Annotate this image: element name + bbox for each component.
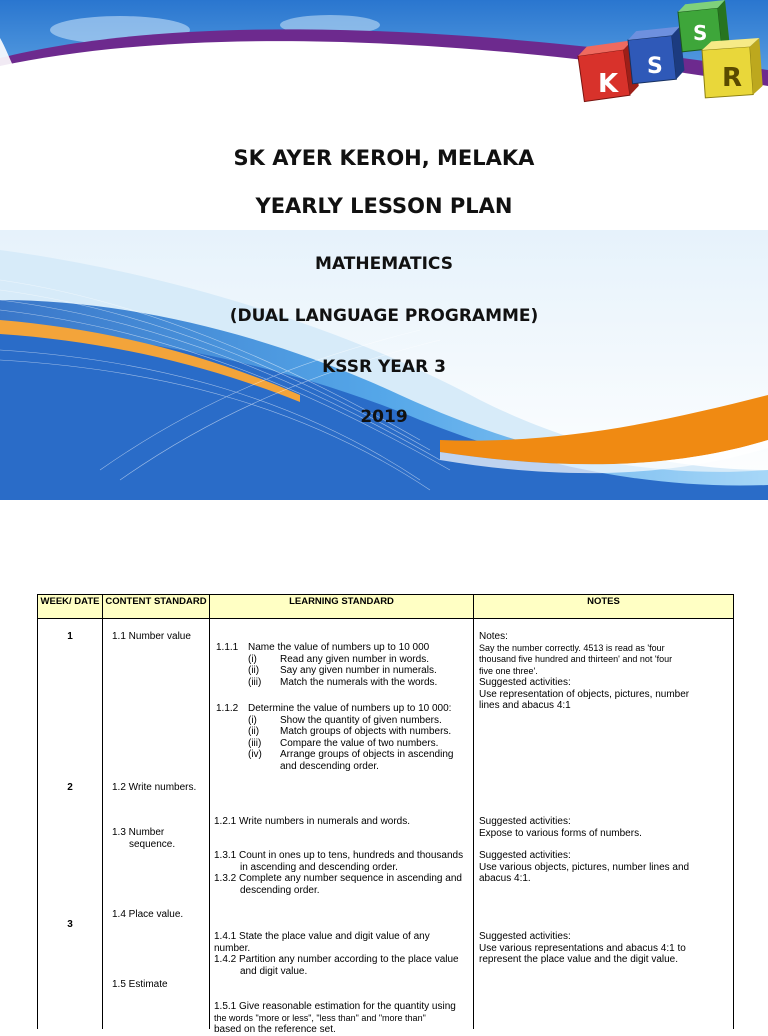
standard-number: 1.1.2 <box>216 703 239 714</box>
standard-text: 1.4.2 Partition any number according to the place value <box>214 954 459 965</box>
week-3: 3 <box>67 919 73 930</box>
learning-1-1-2 <box>214 703 470 772</box>
standard-text: 1.3.1 Count in ones up to tens, hundreds and thousands <box>214 850 464 861</box>
notes-week-3 <box>479 931 731 966</box>
item-marker: (iii) <box>248 737 262 749</box>
item-marker: (ii) <box>248 665 260 676</box>
standard-text-cont: number. <box>214 942 251 954</box>
suggested-activities-label: Suggested activities: <box>479 816 571 827</box>
item-text: Match the numerals with the words. <box>280 676 438 688</box>
suggested-activities-label: Suggested activities: <box>479 931 571 942</box>
standard-text: Name the value of numbers up to 10 000 <box>248 642 430 653</box>
standard-text-cont: in ascending and descending order. <box>240 861 398 873</box>
logo-letter-k: K <box>598 69 619 99</box>
level-title: KSSR YEAR 3 <box>322 357 446 377</box>
item-text: Say any given number in numerals. <box>280 665 437 676</box>
item-marker: (ii) <box>248 726 260 737</box>
learning-1-3 <box>214 850 470 896</box>
notes-line: Use various representations and abacus 4:1 to <box>479 942 686 954</box>
notes-line: Use representation of objects, pictures, number <box>479 688 690 700</box>
learning-1-5-1 <box>214 1001 470 1036</box>
item-text: Match groups of objects with numbers. <box>280 726 452 737</box>
notes-title: Notes: <box>479 631 508 642</box>
logo-letter-s2: S <box>693 21 708 45</box>
logo-letter-r: R <box>722 63 743 93</box>
standard-text-cont: descending order. <box>240 884 320 896</box>
item-text: Read any given number in words. <box>280 653 429 665</box>
programme-title: (DUAL LANGUAGE PROGRAMME) <box>229 306 539 326</box>
lesson-plan-table <box>37 594 734 1035</box>
content-number-sequence: 1.3 Number <box>112 827 165 838</box>
item-text: Show the quantity of given numbers. <box>280 714 442 726</box>
week-column <box>38 619 103 1030</box>
suggested-activities-label: Suggested activities: <box>479 677 571 688</box>
header-content-standard: CONTENT STANDARD <box>103 595 210 619</box>
standard-text: 1.5.1 Give reasonable estimation for the quantity using <box>214 1001 456 1012</box>
notes-line: lines and abacus 4:1 <box>479 700 571 711</box>
item-marker: (i) <box>248 714 257 726</box>
plan-title: YEARLY LESSON PLAN <box>255 194 513 218</box>
content-number-value: 1.1 Number value <box>112 631 191 642</box>
learning-1-1-1 <box>214 642 470 688</box>
notes-line: Use various objects, pictures, number lines and <box>479 861 690 873</box>
suggested-activities-label: Suggested activities: <box>479 850 571 861</box>
notes-week-2 <box>479 816 731 839</box>
standard-text: 1.3.2 Complete any number sequence in ascending and <box>214 873 462 884</box>
week-2: 2 <box>67 782 73 793</box>
item-marker: (i) <box>248 653 257 665</box>
header-learning-standard: LEARNING STANDARD <box>210 595 474 619</box>
learning-1-2-1: 1.2.1 Write numbers in numerals and words. <box>214 816 411 827</box>
standard-text: Determine the value of numbers up to 10 000: <box>248 703 452 714</box>
content-write-numbers: 1.2 Write numbers. <box>112 782 197 793</box>
item-text: Arrange groups of objects in ascending <box>280 749 454 760</box>
table-header-row <box>38 595 734 619</box>
header-notes: NOTES <box>474 595 734 619</box>
item-marker: (iii) <box>248 676 262 688</box>
content-place-value: 1.4 Place value. <box>112 909 184 920</box>
year-title: 2019 <box>360 407 408 427</box>
notes-line: thousand five hundred and thirteen' and not 'four <box>479 654 673 664</box>
standard-text: 1.4.1 State the place value and digit value of any <box>214 931 430 942</box>
notes-column <box>474 619 734 1030</box>
standard-text-cont: the words "more or less", "less than" and "more than" <box>214 1012 426 1023</box>
header-week: WEEK/ DATE <box>38 595 103 619</box>
item-text: Compare the value of two numbers. <box>280 737 439 749</box>
subject-title: MATHEMATICS <box>315 254 453 274</box>
logo-letter-s1: S <box>647 54 663 79</box>
standard-text-cont: based on the reference set. <box>214 1024 336 1035</box>
week-1: 1 <box>67 631 73 642</box>
standard-text-cont: and digit value. <box>240 965 308 977</box>
notes-line: abacus 4:1. <box>479 873 531 884</box>
notes-week-1 <box>479 631 731 712</box>
table-row <box>38 619 734 1030</box>
notes-sequence <box>479 850 731 885</box>
standard-number: 1.1.1 <box>216 642 239 653</box>
learning-1-4 <box>214 931 470 977</box>
school-name: SK AYER KEROH, MELAKA <box>233 146 535 170</box>
item-marker: (iv) <box>248 749 262 760</box>
content-number-sequence-cont: sequence. <box>129 839 176 850</box>
notes-line: five one three'. <box>479 665 538 676</box>
item-text-cont: and descending order. <box>280 760 379 772</box>
learning-standard-column <box>210 619 474 1035</box>
notes-line: represent the place value and the digit value. <box>479 954 679 965</box>
content-estimate: 1.5 Estimate <box>112 979 168 990</box>
notes-line: Say the number correctly. 4513 is read as 'four <box>479 642 665 653</box>
notes-line: Expose to various forms of numbers. <box>479 827 642 839</box>
title-block <box>0 0 768 500</box>
content-standard-column <box>103 619 210 1030</box>
